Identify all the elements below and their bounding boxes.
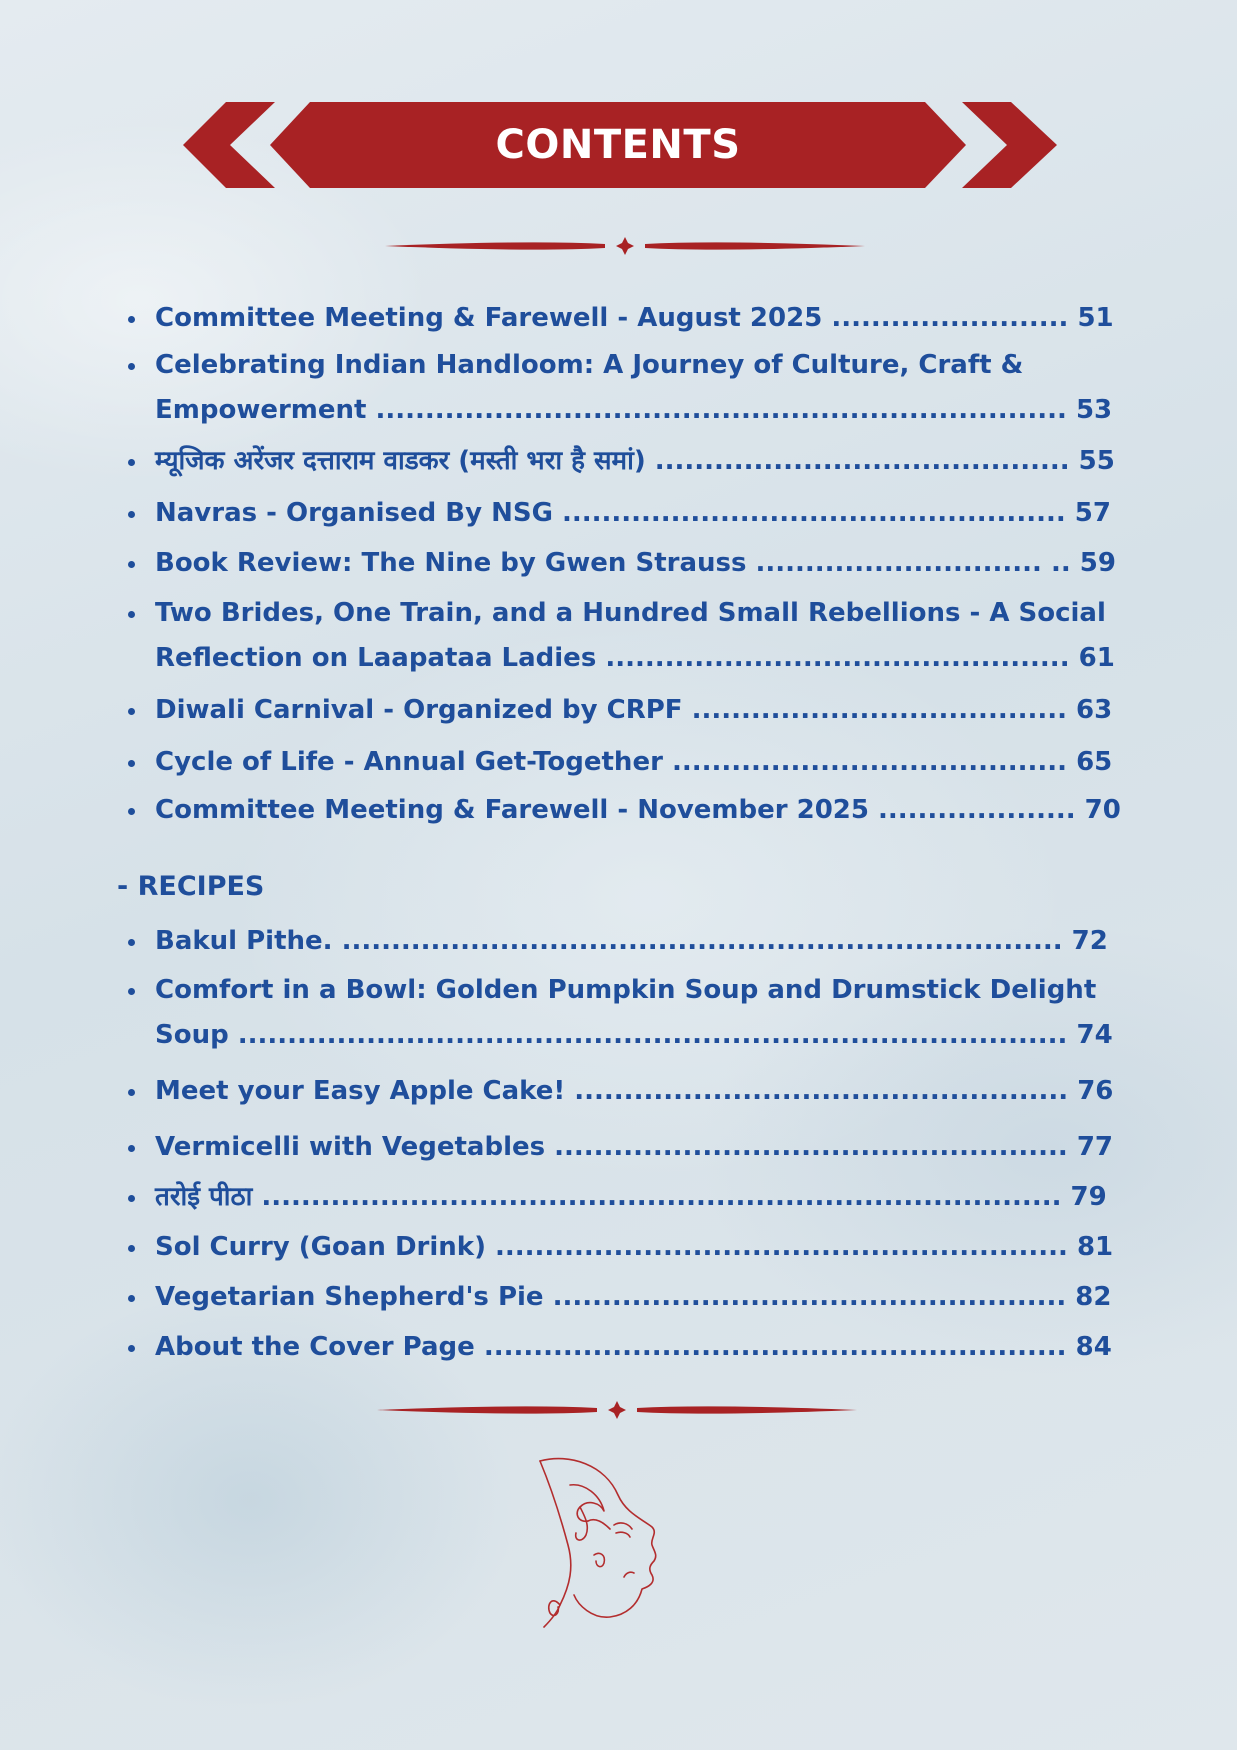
page-title: CONTENTS — [495, 122, 741, 168]
left-chevron — [183, 102, 275, 188]
dot-leader: .................................................................................... — [228, 1020, 1077, 1050]
toc-entry-title: Vermicelli with Vegetables — [155, 1132, 546, 1162]
toc-entry-title: Diwali Carnival - Organized by CRPF — [155, 695, 683, 725]
toc-entry-title: Meet your Easy Apple Cake! — [155, 1076, 566, 1106]
list-bullet — [128, 459, 135, 466]
toc-line — [155, 352, 1023, 378]
toc-entry-title: Vegetarian Shepherd's Pie — [155, 1282, 544, 1312]
toc-line — [155, 1234, 1113, 1260]
toc-entry-title: Comfort in a Bowl: Golden Pumpkin Soup and Drumstick Delight — [155, 975, 1097, 1005]
toc-line — [155, 697, 1112, 723]
list-bullet — [128, 1089, 135, 1096]
toc-line — [155, 1334, 1112, 1360]
list-bullet — [128, 1295, 135, 1302]
toc-page-number: 63 — [1076, 695, 1113, 725]
dot-leader: .................... — [868, 795, 1085, 825]
toc-page-number: 53 — [1075, 395, 1113, 425]
toc-entry-title: Celebrating Indian Handloom: A Journey of Culture, Craft & — [155, 350, 1024, 380]
dot-leader: ...................................... — [682, 695, 1077, 725]
list-bullet — [128, 1195, 135, 1202]
dot-leader: ............................................... — [596, 643, 1079, 673]
dot-leader: ................................................................................. — [252, 1182, 1071, 1212]
dot-leader: .................................................. — [565, 1076, 1078, 1106]
toc-entry-title: Reflection on Laapataa Ladies — [155, 643, 597, 673]
toc-line — [155, 749, 1112, 775]
dot-leader: ........................................................... — [474, 1332, 1076, 1362]
toc-line — [155, 1022, 1113, 1048]
toc-entry-title: Soup — [155, 1020, 229, 1050]
toc-page-number: 61 — [1078, 643, 1115, 673]
toc-page-number: 81 — [1076, 1232, 1114, 1262]
toc-page-number: .. 59 — [1051, 548, 1116, 578]
list-bullet — [128, 708, 135, 715]
toc-entry-title: Book Review: The Nine by Gwen Strauss — [155, 548, 747, 578]
toc-page-number: 76 — [1077, 1076, 1114, 1106]
toc-page-number: 55 — [1078, 446, 1115, 476]
toc-entry-title: Empowerment — [155, 395, 367, 425]
toc-line — [155, 500, 1111, 526]
list-bullet — [128, 363, 135, 370]
toc-page-number: 77 — [1076, 1132, 1114, 1162]
toc-page-number: 82 — [1075, 1282, 1112, 1312]
top-divider — [380, 235, 870, 257]
toc-line — [155, 797, 1121, 823]
list-bullet — [128, 988, 135, 995]
toc-line — [155, 397, 1112, 423]
toc-page-number: 84 — [1075, 1332, 1112, 1362]
toc-page-number: 79 — [1070, 1182, 1107, 1212]
toc-entry-title: Two Brides, One Train, and a Hundred Small Rebellions - A Social — [155, 598, 1106, 628]
list-bullet — [128, 808, 135, 815]
toc-entry-title: Committee Meeting & Farewell - August 2025 — [155, 303, 823, 333]
list-bullet — [128, 1345, 135, 1352]
toc-entry-title: About the Cover Page — [155, 1332, 475, 1362]
dot-leader: .................................................... — [543, 1282, 1076, 1312]
toc-line — [155, 448, 1115, 474]
list-bullet — [128, 316, 135, 323]
toc-page-number: 70 — [1084, 795, 1121, 825]
toc-line — [155, 550, 1116, 576]
dot-leader: .......................................... — [645, 446, 1079, 476]
dot-leader: ......................................................................... — [332, 926, 1072, 956]
list-bullet — [128, 1145, 135, 1152]
toc-entry-title: Sol Curry (Goan Drink) — [155, 1232, 486, 1262]
toc-page-number: 74 — [1076, 1020, 1113, 1050]
toc-line — [155, 928, 1108, 954]
recipes-heading: - RECIPES — [117, 871, 265, 902]
list-bullet — [128, 611, 135, 618]
toc-entry-title: Bakul Pithe. — [155, 926, 333, 956]
toc-entry-title: म्यूजिक अरेंजर दत्ताराम वाडकर (मस्ती भरा है समां) — [155, 446, 646, 476]
toc-line — [155, 1134, 1113, 1160]
toc-line — [155, 600, 1106, 626]
toc-page-number: 72 — [1071, 926, 1108, 956]
toc-entry-title: Committee Meeting & Farewell - November 2025 — [155, 795, 869, 825]
dot-leader: ...................................................................... — [366, 395, 1076, 425]
list-bullet — [128, 760, 135, 767]
toc-entry-title: Cycle of Life - Annual Get-Together — [155, 747, 663, 777]
toc-page-number: 51 — [1077, 303, 1114, 333]
list-bullet — [128, 561, 135, 568]
dot-leader: ............................. — [746, 548, 1051, 578]
list-bullet — [128, 511, 135, 518]
face-line-art-illustration — [530, 1455, 710, 1630]
toc-line — [155, 645, 1115, 671]
toc-entry-title: Navras - Organised By NSG — [155, 498, 553, 528]
bottom-divider — [372, 1399, 862, 1421]
list-bullet — [128, 939, 135, 946]
toc-page-number: 65 — [1076, 747, 1113, 777]
dot-leader: .................................................... — [545, 1132, 1077, 1162]
toc-line — [155, 305, 1114, 331]
right-chevron — [962, 102, 1057, 188]
list-bullet — [128, 1245, 135, 1252]
toc-page-number: 57 — [1074, 498, 1111, 528]
toc-entry-title: तरोई पीठा — [155, 1182, 253, 1212]
dot-leader: ........................................ — [662, 747, 1077, 777]
toc-line — [155, 1078, 1113, 1104]
toc-line — [155, 977, 1096, 1003]
dot-leader: ................................................... — [552, 498, 1075, 528]
dot-leader: ........................ — [822, 303, 1078, 333]
dot-leader: .......................................................... — [485, 1232, 1077, 1262]
toc-line — [155, 1284, 1111, 1310]
toc-line — [155, 1184, 1107, 1210]
